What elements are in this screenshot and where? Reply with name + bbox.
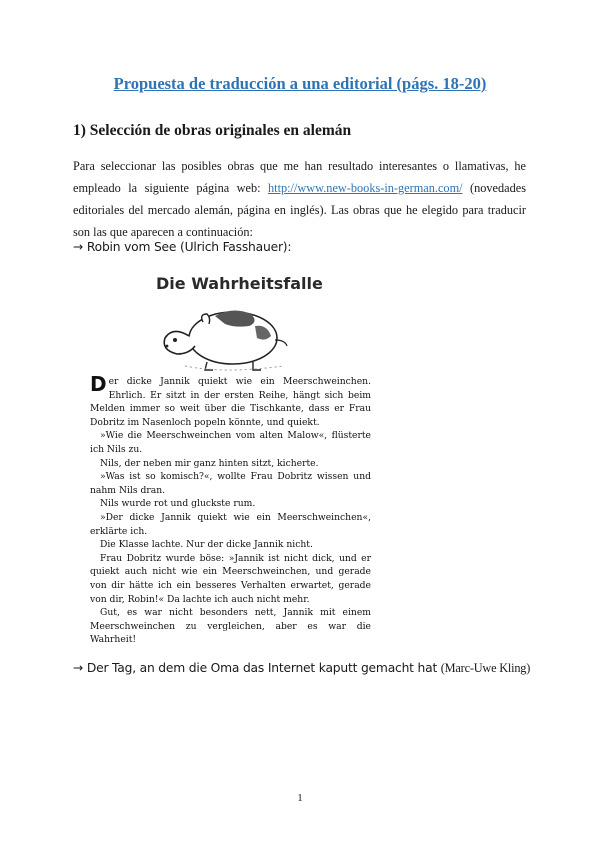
excerpt-paragraph: »Der dicke Jannik quiekt wie ein Meerschweinchen«, erklärte ich. — [90, 511, 371, 537]
book-entry-robin — [73, 240, 291, 254]
arrow-icon: → — [73, 661, 84, 675]
excerpt-paragraph: Gut, es war nicht besonders nett, Jannik mit einem Meerschweinchen zu vergleichen, aber es war die Wahrheit! — [90, 607, 371, 646]
excerpt-paragraph: »Wie die Meerschweinchen vom alten Malow«, flüsterte ich Nils zu. — [90, 430, 371, 455]
paragraph-text-after: (novedades editoriales del mercado alemán, página en inglés). Las obras que he elegido para traducir son las que aparecen a continuación: — [73, 181, 526, 239]
excerpt-book-title: Die Wahrheitsfalle — [156, 274, 323, 293]
section-heading: 1) Selección de obras originales en alemán — [73, 122, 352, 139]
intro-paragraph — [73, 155, 526, 243]
book-title-oma: Der Tag, an dem die Oma das Internet kaputt gemacht hat — [86, 661, 438, 675]
excerpt-paragraph: »Was ist so komisch?«, wollte Frau Dobritz wissen und nahm Nils dran. — [90, 471, 371, 496]
excerpt-text — [90, 372, 371, 647]
book-author-oma: (Marc-Uwe Kling) — [440, 661, 531, 675]
arrow-icon: → — [73, 240, 84, 254]
page-number: 1 — [297, 792, 303, 804]
page-title: Propuesta de traducción a una editorial (págs. 18-20) — [113, 74, 487, 93]
excerpt-paragraph: er dicke Jannik quiekt wie ein Meerschweinchen. Ehrlich. Er sitzt in der ersten Reihe, hängt sich beim Melden immer so weit über die Tischkante, dass er Frau Dobritz im Nasenloch popeln könnte, und quiekt. — [90, 376, 371, 428]
excerpt-paragraph: Die Klasse lachte. Nur der dicke Jannik nicht. — [100, 539, 313, 551]
book-title-robin: Robin vom See — [86, 240, 177, 254]
book-author-robin: (Ulrich Fasshauer): — [180, 240, 292, 254]
website-link[interactable]: http://www.new-books-in-german.com/ — [268, 181, 463, 195]
excerpt-paragraph: Nils, der neben mir ganz hinten sitzt, kicherte. — [100, 457, 319, 469]
paragraph-text-before: Para seleccionar las posibles obras que me han resultado interesantes o llamativas, he empleado la siguiente página web: — [73, 159, 526, 195]
book-entry-oma — [73, 661, 530, 676]
book-excerpt-image — [90, 268, 380, 648]
excerpt-paragraph: Nils wurde rot und gluckste rum. — [100, 498, 256, 510]
guinea-pig-illustration — [155, 296, 295, 374]
excerpt-paragraph: Frau Dobritz wurde böse: »Jannik ist nicht dick, und er quiekt auch nicht wie ein Meerschweinchen, und gerade von dir hätte ich ein besseres Verhalten erwartet, gerade von dir, Robin!« Da lachte ich auch nicht mehr. — [90, 552, 371, 605]
excerpt-dropcap: D — [90, 372, 107, 396]
